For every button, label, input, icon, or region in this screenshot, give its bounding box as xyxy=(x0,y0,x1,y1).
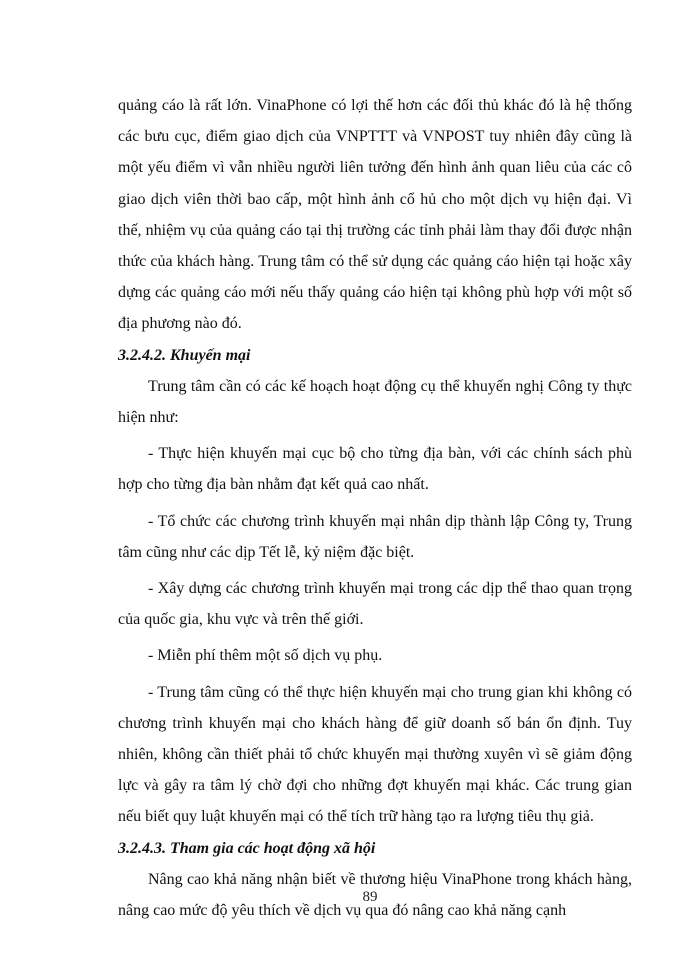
paragraph-social-activities: Nâng cao khả năng nhận biết về thương hiệu VinaPhone trong khách hàng, nâng cao mức độ yêu thích về dịch vụ qua đó nâng cao khả năng cạnh xyxy=(118,870,632,920)
section-heading-promotion: 3.2.4.2. Khuyến mại xyxy=(118,346,251,364)
bullet-intermediary-promotion: - Trung tâm cũng có thể thực hiện khuyến mại cho trung gian khi không có chương trình khuyến mại cho khách hàng để giữ doanh số bán ổn định. Tuy nhiên, không cần thiết phải tổ chức khuyến mại thường xuyên vì sẽ giảm động lực và gây ra tâm lý chờ đợi cho những đợt khuyến mại khác. Các trung gian nếu biết quy luật khuyến mại có thể tích trữ hàng tạo ra lượng tiêu thụ giả. xyxy=(118,683,632,826)
document-body xyxy=(118,90,632,926)
bullet-local-promotion: - Thực hiện khuyến mại cục bộ cho từng địa bàn, với các chính sách phù hợp cho từng địa bàn nhằm đạt kết quả cao nhất. xyxy=(118,445,632,494)
paragraph-advertising-continuation: quảng cáo là rất lớn. VinaPhone có lợi thế hơn các đối thủ khác đó là hệ thống các bưu cục, điểm giao dịch của VNPTTT và VNPOST tuy nhiên đây cũng là một yếu điểm vì vẫn nhiều người liên tưởng đến hình ảnh quan liêu của các cô giao dịch viên thời bao cấp, một hình ảnh cổ hủ cho một dịch vụ hiện đại. Vì thế, nhiệm vụ của quảng cáo tại thị trường các tỉnh phải làm thay đổi được nhận thức của khách hàng. Trung tâm có thể sử dụng các quảng cáo hiện tại hoặc xây dựng các quảng cáo mới nếu thấy quảng cáo hiện tại không phù hợp với một số địa phương nào đó. xyxy=(118,97,632,333)
section-heading-social-activities: 3.2.4.3. Tham gia các hoạt động xã hội xyxy=(118,839,376,857)
bullet-anniversary-promotion: - Tổ chức các chương trình khuyến mại nhân dịp thành lập Công ty, Trung tâm cũng như các dịp Tết lễ, kỷ niệm đặc biệt. xyxy=(118,512,632,561)
bullet-free-services: - Miễn phí thêm một số dịch vụ phụ. xyxy=(148,647,383,665)
page-number: 89 xyxy=(362,889,378,905)
bullet-sports-promotion: - Xây dựng các chương trình khuyến mại trong các dịp thể thao quan trọng của quốc gia, khu vực và trên thế giới. xyxy=(118,580,632,629)
paragraph-promotion-intro: Trung tâm cần có các kế hoạch hoạt động cụ thể khuyến nghị Công ty thực hiện như: xyxy=(118,377,632,427)
